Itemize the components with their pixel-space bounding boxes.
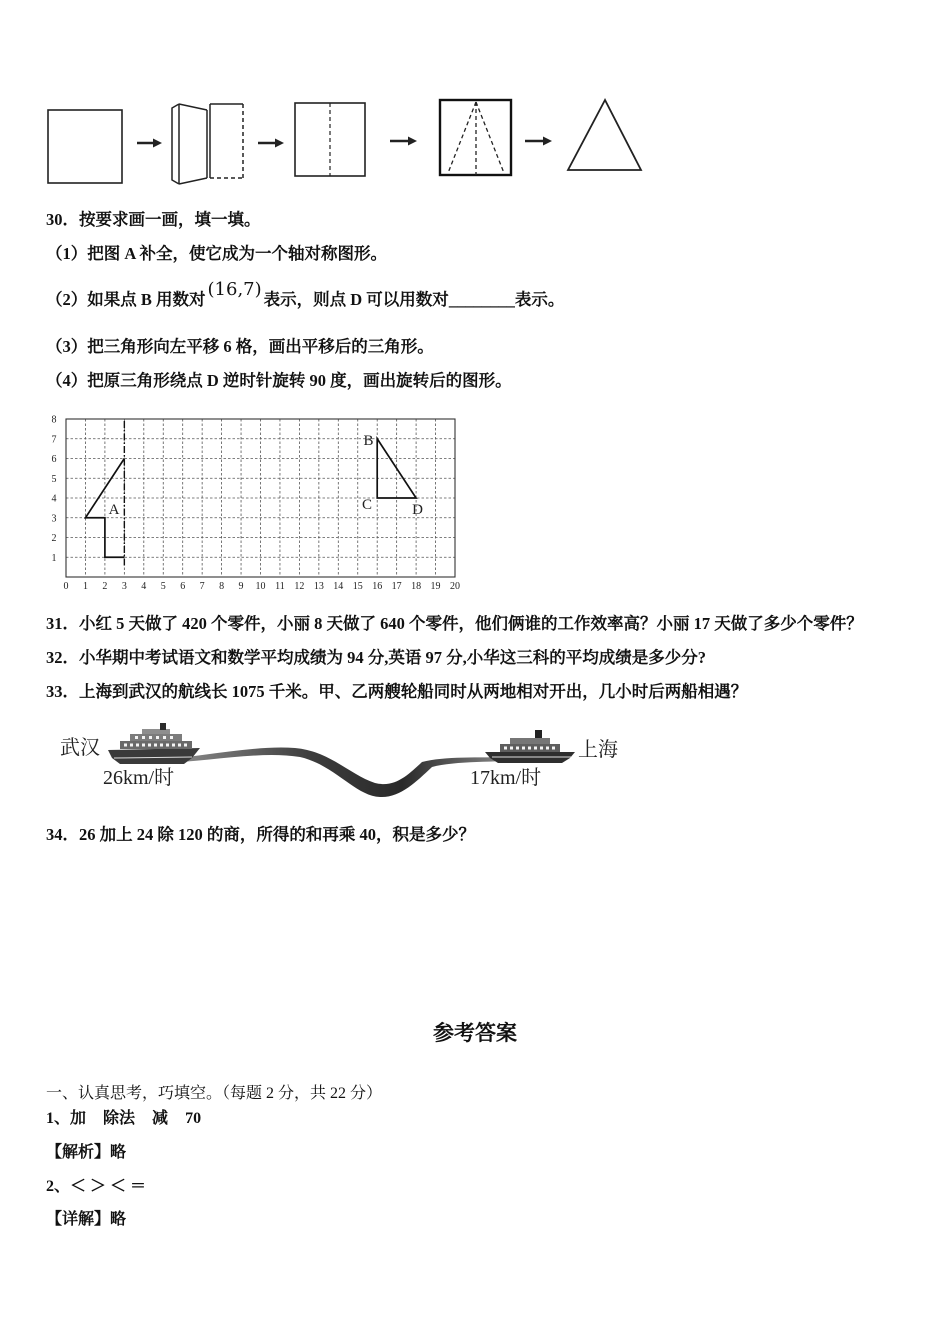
analysis-text: 略 [110,1144,127,1161]
river-route [150,748,510,797]
answers-section-1-heading: 一、认真思考，巧填空。（每题 2 分，共 22 分） [46,1085,383,1102]
label-c: C [361,497,373,513]
label-a: A [108,502,120,518]
x-tick-label: 4 [141,581,147,592]
part-2-prefix: （2）如果点 B 用数对 [46,290,206,309]
speed-right-ship: 17km/时 [470,767,542,789]
answer-1-analysis [46,1143,126,1163]
ship-right [485,730,575,763]
x-tick-label: 20 [450,581,460,592]
answer-1-item: 加 [70,1110,87,1127]
x-tick-label: 18 [411,581,422,592]
x-tick-label: 11 [275,581,285,592]
answer-2: 2、＜ ＞ ＜ ＝ [46,1178,147,1195]
question-30-title: 30．按要求画一画，填一填。 [46,210,261,229]
y-tick-label: 5 [51,473,57,485]
part-2-suffix: 表示。 [514,290,565,309]
question-31: 31．小红 5 天做了 420 个零件，小丽 8 天做了 640 个零件，他们俩谁的工作效率高？小丽 17 天做了多少个零件？ [46,614,863,633]
arrow-2 [258,139,284,148]
x-tick-label: 17 [391,581,402,592]
x-tick-label: 10 [255,581,266,592]
ships-river-figure [50,720,640,805]
label-d: D [412,502,423,518]
question-30-part-2 [46,279,565,310]
y-tick-label: 3 [51,513,57,525]
arrow-4 [525,137,552,146]
x-tick-label: 15 [352,581,363,592]
y-tick-label: 2 [51,533,57,544]
coordinate-pair: (16,7) [207,279,262,300]
x-tick-label: 8 [219,581,225,592]
folded-paper-step-2 [172,104,243,184]
question-34: 34．26 加上 24 除 120 的商，所得的和再乘 40，积是多少？ [46,825,475,844]
square-step-1 [48,110,122,183]
answer-1-item: 70 [185,1110,202,1127]
y-tick-label: 1 [51,552,57,564]
x-tick-label: 7 [199,581,205,592]
y-tick-label: 8 [51,414,57,426]
x-tick-label: 16 [372,581,383,592]
ship-left [108,723,200,764]
arrow-3 [390,137,417,146]
question-30-part-1: （1）把图 A 补全，使它成为一个轴对称图形。 [46,244,388,263]
speed-left-ship: 26km/时 [103,767,175,789]
detail-label: 【详解】 [46,1211,111,1228]
square-step-4 [440,100,511,175]
answer-1-number: 1、 [46,1110,71,1127]
city-shanghai: 上海 [578,739,618,761]
label-b: B [363,433,374,449]
x-tick-label: 6 [180,581,186,592]
x-tick-label: 1 [82,581,88,592]
x-tick-label: 9 [238,581,244,592]
city-wuhan: 武汉 [60,737,100,759]
square-step-3 [295,103,365,176]
x-tick-label: 0 [63,581,69,592]
answers-title: 参考答案 [433,1021,517,1045]
y-tick-label: 6 [51,454,57,465]
x-tick-label: 13 [313,581,324,592]
answer-1 [46,1109,201,1129]
x-tick-label: 5 [160,581,166,592]
paper-folding-figure [0,90,700,190]
y-tick-label: 4 [51,493,57,505]
part-2-middle: 表示，则点 D 可以用数对 [263,290,449,309]
answer-blank: ________ [448,290,515,309]
x-tick-label: 19 [430,581,441,592]
question-30-part-3: （3）把三角形向左平移 6 格，画出平移后的三角形。 [46,337,434,356]
question-30-part-4: （4）把原三角形绕点 D 逆时针旋转 90 度，画出旋转后的图形。 [46,371,512,390]
x-tick-label: 14 [333,581,344,592]
x-tick-label: 3 [121,581,127,592]
x-tick-label: 2 [102,581,108,592]
coordinate-grid [40,410,470,600]
x-tick-label: 12 [294,581,305,592]
answer-1-item: 减 [152,1110,169,1127]
question-33: 33．上海到武汉的航线长 1075 千米。甲、乙两艘轮船同时从两地相对开出，几小时后两船相遇？ [46,682,748,701]
triangle-bcd [362,433,423,518]
question-32: 32．小华期中考试语文和数学平均成绩为 94 分,英语 97 分,小华这三科的平均成绩是多少分? [46,648,706,667]
answer-1-item: 除法 [103,1110,136,1127]
answer-2-detail [46,1210,126,1230]
detail-text: 略 [110,1211,127,1228]
analysis-label: 【解析】 [46,1144,111,1161]
y-tick-label: 7 [51,434,57,446]
triangle-result [568,100,641,170]
arrow-1 [137,139,162,148]
